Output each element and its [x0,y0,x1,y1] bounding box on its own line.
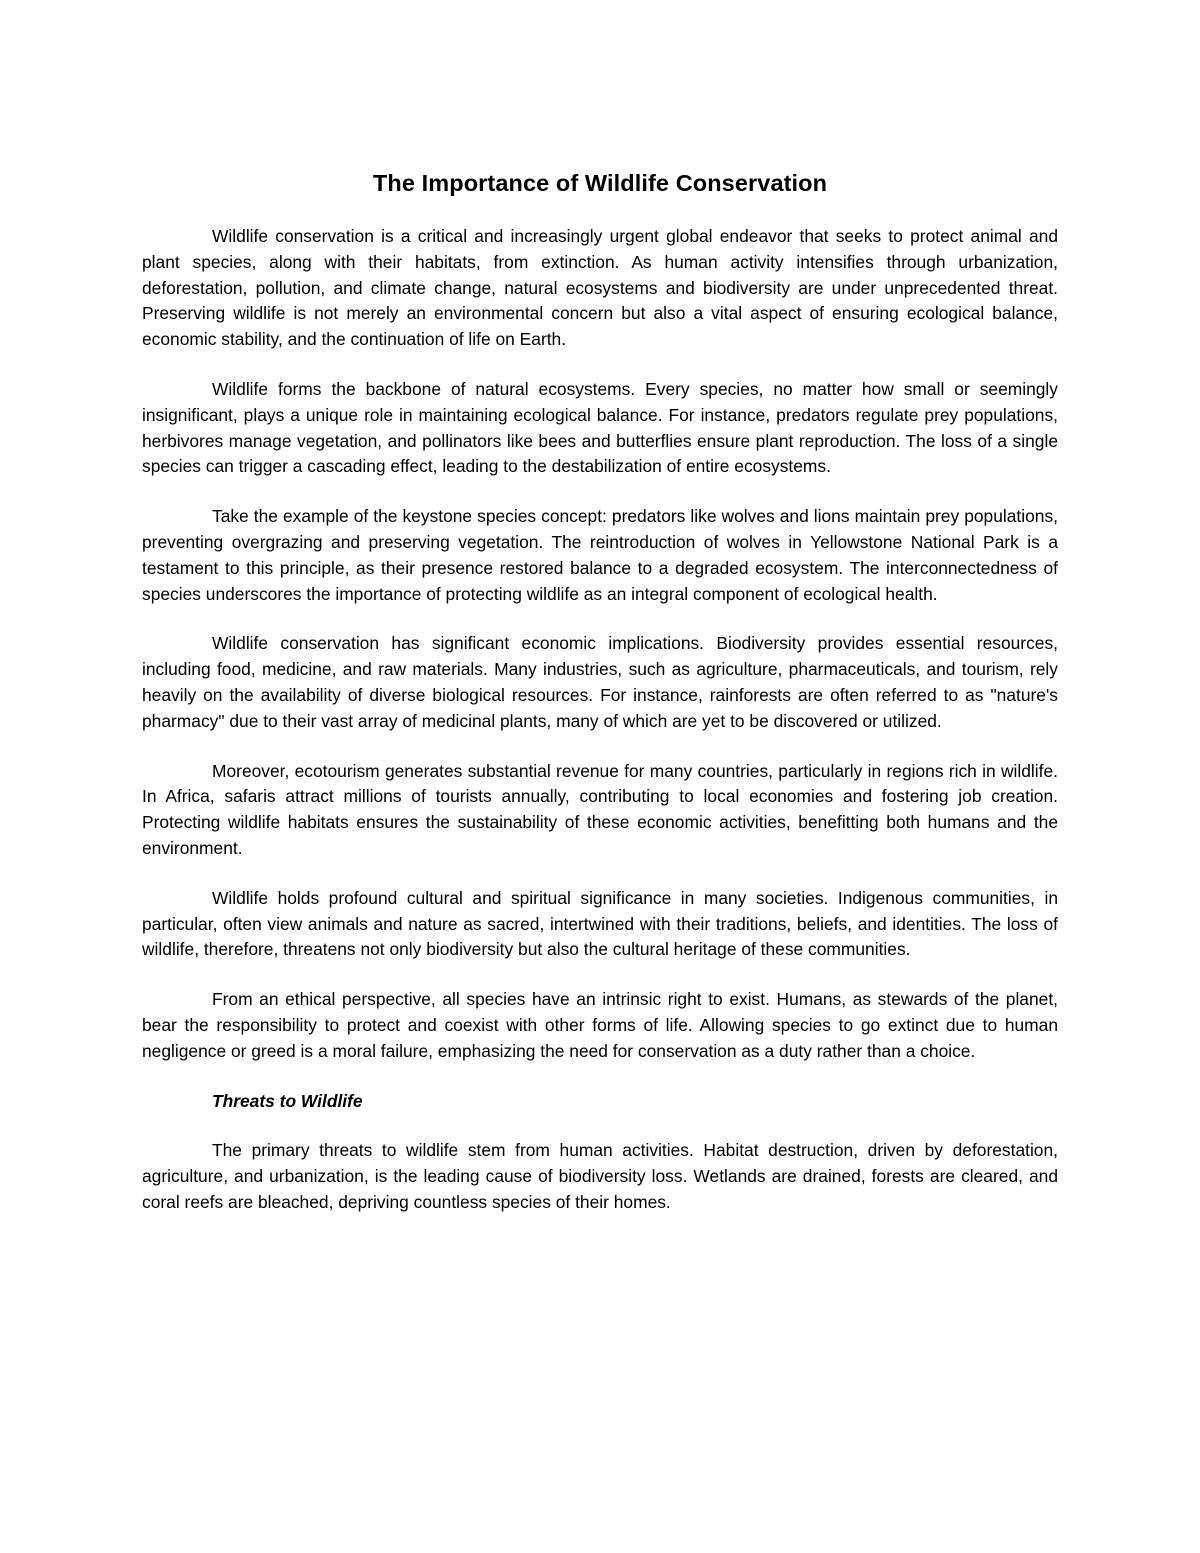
spacer [142,200,1058,224]
paragraph-introduction: Wildlife conservation is a critical and increasingly urgent global endeavor that seeks to protect animal and plant species, along with their habitats, from extinction. As human activity intensifies through urbanization, deforestation, pollution, and climate change, natural ecosystems and biodiversity are under unprecedented threat. Preserving wildlife is not merely an environmental concern but also a vital aspect of ensuring ecological balance, economic stability, and the continuation of life on Earth. [142,226,1058,350]
paragraph-cultural: Wildlife holds profound cultural and spiritual significance in many societies. Indigenous communities, in particular, often view animals and nature as sacred, intertwined with their traditions, beliefs, and identities. The loss of wildlife, therefore, threatens not only biodiversity but also the cultural heritage of these communities. [142,887,1058,960]
spacer [142,963,1058,987]
section-heading-threats: Threats to Wildlife [212,1090,363,1111]
spacer [142,862,1058,886]
paragraph-economic: Wildlife conservation has significant economic implications. Biodiversity provides essential resources, including food, medicine, and raw materials. Many industries, such as agriculture, pharmaceuticals, and tourism, rely heavily on the availability of diverse biological resources. For instance, rainforests are often referred to as "nature's pharmacy" due to their vast array of medicinal plants, many of which are yet to be discovered or utilized. [142,633,1058,731]
document-body [142,166,1058,1216]
spacer [142,1114,1058,1138]
spacer [142,480,1058,504]
spacer [142,607,1058,631]
paragraph-keystone-species: Take the example of the keystone species concept: predators like wolves and lions maintain prey populations, preventing overgrazing and preserving vegetation. The reintroduction of wolves in Yellowstone National Park is a testament to this principle, as their presence restored balance to a degraded ecosystem. The interconnectedness of species underscores the importance of protecting wildlife as an integral component of ecological health. [142,506,1058,604]
paragraph-ecotourism: Moreover, ecotourism generates substantial revenue for many countries, particularly in regions rich in wildlife. In Africa, safaris attract millions of tourists annually, contributing to local economies and fostering job creation. Protecting wildlife habitats ensures the sustainability of these economic activities, benefitting both humans and the environment. [142,760,1058,858]
spacer [142,735,1058,759]
document-title: The Importance of Wildlife Conservation [372,170,828,196]
paragraph-threats: The primary threats to wildlife stem from human activities. Habitat destruction, driven by deforestation, agriculture, and urbanization, is the leading cause of biodiversity loss. Wetlands are drained, forests are cleared, and coral reefs are bleached, depriving countless species of their homes. [142,1140,1058,1212]
spacer [142,1065,1058,1089]
paragraph-ethical: From an ethical perspective, all species have an intrinsic right to exist. Humans, as stewards of the planet, bear the responsibility to protect and coexist with other forms of life. Allowing species to go extinct due to human negligence or greed is a moral failure, emphasizing the need for conservation as a duty rather than a choice. [142,989,1058,1061]
spacer [142,353,1058,377]
paragraph-ecosystems: Wildlife forms the backbone of natural ecosystems. Every species, no matter how small or seemingly insignificant, plays a unique role in maintaining ecological balance. For instance, predators regulate prey populations, herbivores manage vegetation, and pollinators like bees and butterflies ensure plant reproduction. The loss of a single species can trigger a cascading effect, leading to the destabilization of entire ecosystems. [142,378,1058,477]
